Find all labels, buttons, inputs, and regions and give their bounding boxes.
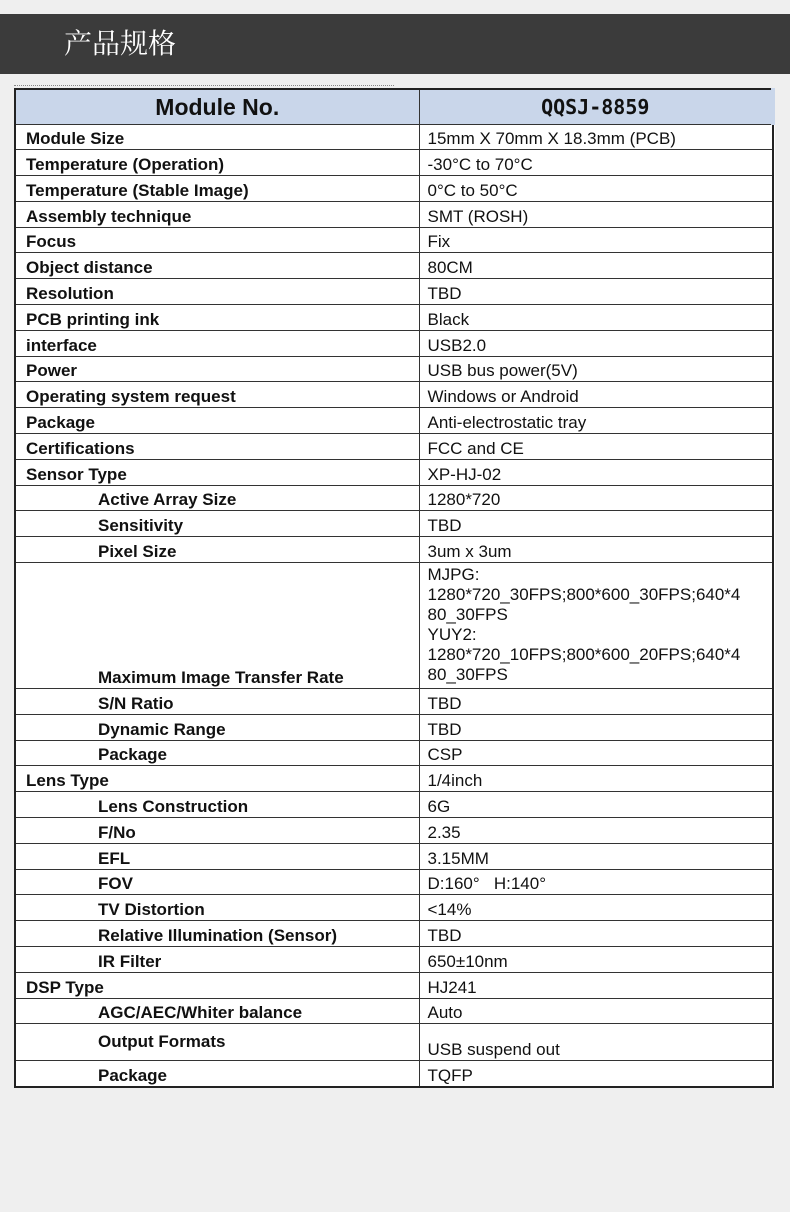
row-value: 0°C to 50°C: [419, 176, 773, 202]
row-value: 15mm X 70mm X 18.3mm (PCB): [419, 124, 773, 150]
row-label: Active Array Size: [15, 485, 419, 511]
header-model-number: QQSJ-8859: [419, 89, 773, 124]
row-label: Focus: [15, 227, 419, 253]
table-row: [15, 459, 773, 485]
row-label: Object distance: [15, 253, 419, 279]
row-label: DSP Type: [15, 972, 419, 998]
row-label: Temperature (Operation): [15, 150, 419, 176]
row-value: Auto: [419, 998, 773, 1024]
row-label: AGC/AEC/Whiter balance: [15, 998, 419, 1024]
row-label: Sensitivity: [15, 511, 419, 537]
row-value-multiline: [419, 563, 773, 689]
row-label: Relative Illumination (Sensor): [15, 921, 419, 947]
row-value: USB suspend out: [419, 1024, 773, 1061]
table-row: [15, 124, 773, 150]
row-value: 6G: [419, 792, 773, 818]
row-value: 1280*720: [419, 485, 773, 511]
table-row: [15, 201, 773, 227]
row-value: Fix: [419, 227, 773, 253]
row-value: <14%: [419, 895, 773, 921]
table-row: [15, 176, 773, 202]
row-label: Operating system request: [15, 382, 419, 408]
table-row: [15, 253, 773, 279]
page-title: 产品规格: [0, 14, 790, 74]
table-row: [15, 792, 773, 818]
row-value: USB2.0: [419, 330, 773, 356]
row-value: HJ241: [419, 972, 773, 998]
row-label: interface: [15, 330, 419, 356]
value-line: 80_30FPS: [427, 605, 508, 625]
row-label: Assembly technique: [15, 201, 419, 227]
row-value: 3um x 3um: [419, 537, 773, 563]
table-row: [15, 485, 773, 511]
table-row: [15, 382, 773, 408]
row-label: Temperature (Stable Image): [15, 176, 419, 202]
row-value: CSP: [419, 740, 773, 766]
table-row: [15, 305, 773, 331]
row-label: Package: [15, 408, 419, 434]
table-row: [15, 279, 773, 305]
value-line: 80_30FPS: [427, 665, 508, 685]
row-label: Power: [15, 356, 419, 382]
table-row: [15, 740, 773, 766]
row-label: EFL: [15, 843, 419, 869]
table-row: [15, 1024, 773, 1061]
row-value: 3.15MM: [419, 843, 773, 869]
row-value: Windows or Android: [419, 382, 773, 408]
table-row: [15, 150, 773, 176]
spec-table-container: [14, 88, 772, 1088]
table-row: [15, 356, 773, 382]
row-label: Dynamic Range: [15, 714, 419, 740]
row-label: F/No: [15, 818, 419, 844]
value-line: 1280*720_10FPS;800*600_20FPS;640*4: [427, 645, 741, 665]
value-line: YUY2:: [427, 625, 477, 645]
row-label: TV Distortion: [15, 895, 419, 921]
table-row: [15, 947, 773, 973]
table-row: [15, 818, 773, 844]
row-value: TQFP: [419, 1061, 773, 1087]
row-value: 80CM: [419, 253, 773, 279]
row-label: Lens Construction: [15, 792, 419, 818]
row-label: Resolution: [15, 279, 419, 305]
row-label: Lens Type: [15, 766, 419, 792]
table-row: [15, 1061, 773, 1087]
row-label: S/N Ratio: [15, 689, 419, 715]
table-row: [15, 330, 773, 356]
value-line: 1280*720_30FPS;800*600_30FPS;640*4: [427, 585, 741, 605]
row-value: TBD: [419, 511, 773, 537]
table-row: [15, 869, 773, 895]
row-value: USB bus power(5V): [419, 356, 773, 382]
row-label: Certifications: [15, 434, 419, 460]
row-value: 2.35: [419, 818, 773, 844]
value-line: MJPG:: [427, 565, 480, 585]
row-value: D:160° H:140°: [419, 869, 773, 895]
table-row: [15, 537, 773, 563]
table-header-row: [15, 89, 773, 124]
table-row: [15, 227, 773, 253]
row-label: Output Formats: [15, 1024, 419, 1061]
table-row: [15, 895, 773, 921]
row-value: FCC and CE: [419, 434, 773, 460]
row-value: SMT (ROSH): [419, 201, 773, 227]
header-label: Module No.: [15, 89, 419, 124]
row-value: -30°C to 70°C: [419, 150, 773, 176]
row-label: Sensor Type: [15, 459, 419, 485]
row-value: TBD: [419, 279, 773, 305]
table-row: [15, 563, 773, 689]
table-row: [15, 921, 773, 947]
row-label: Module Size: [15, 124, 419, 150]
table-row: [15, 714, 773, 740]
table-row: [15, 998, 773, 1024]
row-value: 650±10nm: [419, 947, 773, 973]
table-row: [15, 408, 773, 434]
row-label: FOV: [15, 869, 419, 895]
row-value: TBD: [419, 689, 773, 715]
table-row: [15, 843, 773, 869]
row-label: Maximum Image Transfer Rate: [15, 563, 419, 689]
row-label: Package: [15, 740, 419, 766]
row-label: PCB printing ink: [15, 305, 419, 331]
row-value: Anti-electrostatic tray: [419, 408, 773, 434]
table-row: [15, 434, 773, 460]
table-row: [15, 511, 773, 537]
table-row: [15, 972, 773, 998]
row-label: IR Filter: [15, 947, 419, 973]
row-value: XP-HJ-02: [419, 459, 773, 485]
row-value: Black: [419, 305, 773, 331]
table-row: [15, 689, 773, 715]
row-value: TBD: [419, 714, 773, 740]
row-value: TBD: [419, 921, 773, 947]
table-row: [15, 766, 773, 792]
row-label: Package: [15, 1061, 419, 1087]
row-value: 1/4inch: [419, 766, 773, 792]
spec-table: [14, 88, 775, 1088]
row-label: Pixel Size: [15, 537, 419, 563]
